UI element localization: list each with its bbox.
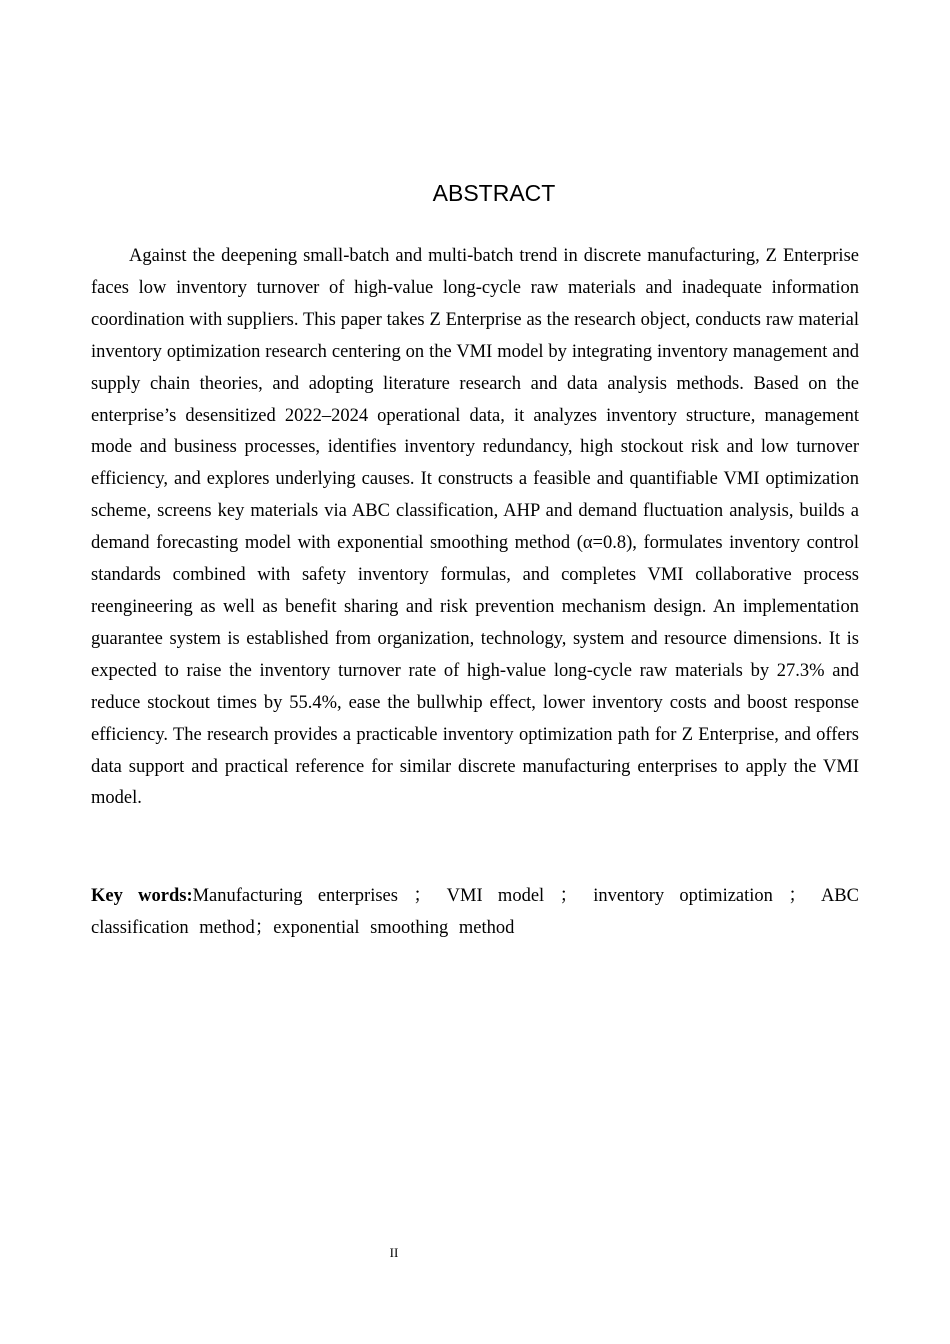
page-number: II (389, 1245, 399, 1260)
abstract-body: Against the deepening small-batch and multi-batch trend in discrete manufacturing, Z Enterprise faces low inventory turnover of high-value long-cycle raw materials and inadequate information coordination with suppliers. This paper takes Z Enterprise as the research object, conducts raw material inventory optimization research centering on the VMI model by integrating inventory management and supply chain theories, and adopting literature research and data analysis methods. Based on the enterprise’s desensitized 2022–2024 operational data, it analyzes inventory structure, management mode and business processes, identifies inventory redundancy, high stockout risk and low turnover efficiency, and explores underlying causes. It constructs a feasible and quantifiable VMI optimization scheme, screens key materials via ABC classification, AHP and demand fluctuation analysis, builds a demand forecasting model with exponential smoothing method (α=0.8), formulates inventory control standards combined with safety inventory formulas, and completes VMI collaborative process reengineering as well as benefit sharing and risk prevention mechanism design. An implementation guarantee system is established from organization, technology, system and resource dimensions. It is expected to raise the inventory turnover rate of high-value long-cycle raw materials by 27.3% and reduce stockout times by 55.4%, ease the bullwhip effect, lower inventory costs and boost response efficiency. The research provides a practicable inventory optimization path for Z Enterprise, and offers data support and practical reference for similar discrete manufacturing enterprises to apply the VMI model. (91, 246, 859, 809)
keywords-text: Manufacturing enterprises ； VMI model ； inventory optimization ； ABC classification method；exponential smoothing method (91, 886, 859, 938)
keywords-label: Key words: (91, 886, 193, 906)
keywords-paragraph (91, 881, 859, 944)
abstract-title: ABSTRACT (432, 180, 556, 206)
